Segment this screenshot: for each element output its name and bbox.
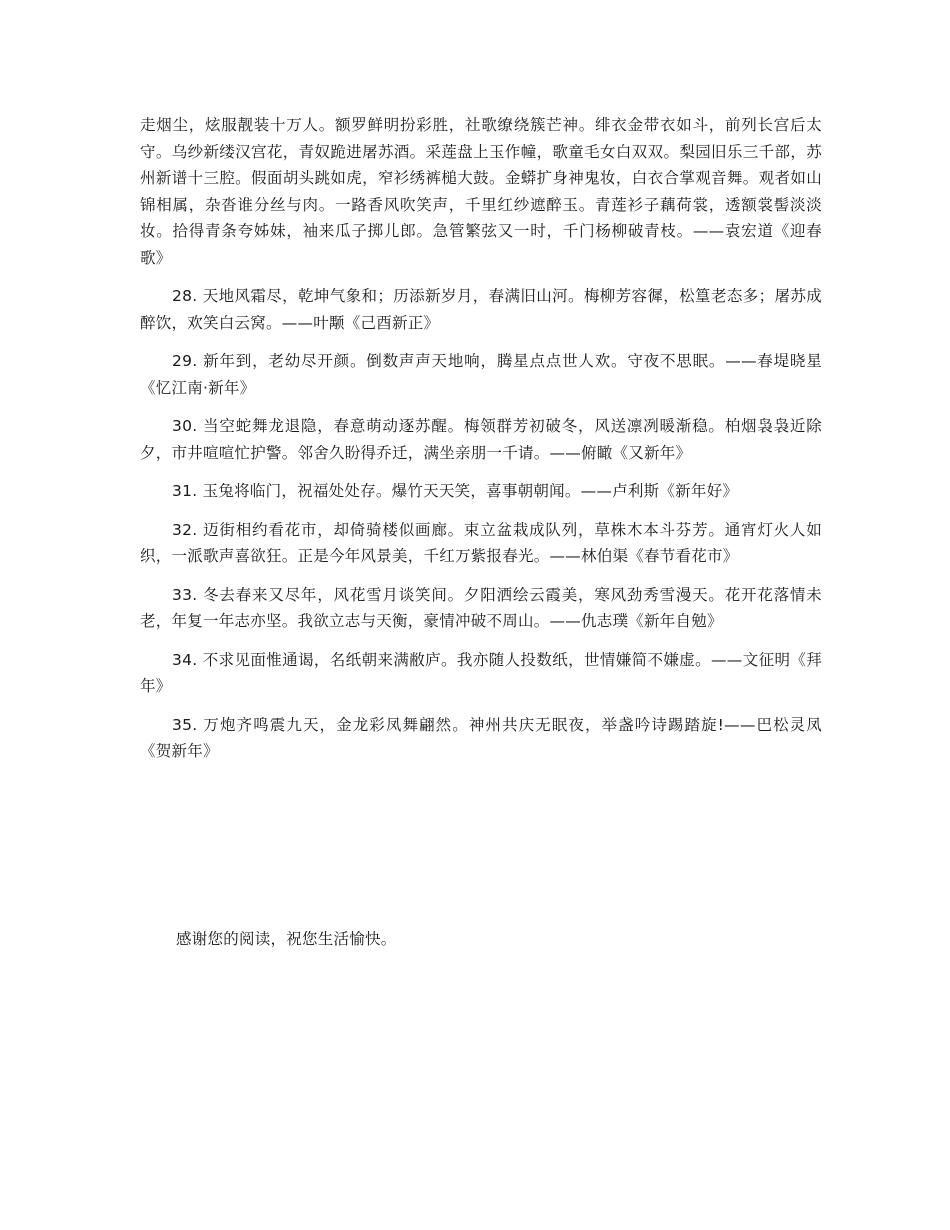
poem-paragraph: 33. 冬去春来又尽年，风花雪月谈笑间。夕阳洒绘云霞美，寒风劲秀雪漫天。花开花落情未老，年复一年志亦坚。我欲立志与天衡，豪情冲破不周山。——仇志璞《新年自勉》 — [140, 585, 822, 630]
poem-paragraph: 走烟尘，炫服靓装十万人。额罗鲜明扮彩胜，社歌缭绕簇芒神。绯衣金带衣如斗，前列长宫后太守。乌纱新缕汉宫花，青奴跪进屠苏酒。采莲盘上玉作幢，歌童毛女白双双。梨园旧乐三千部，苏州新谱十三腔。假面胡头跳如虎，窄衫绣裤槌大鼓。金蟒扩身神鬼妆，白衣合掌观音舞。观者如山锦相属，杂沓谁分丝与肉。一路香风吹笑声，千里红纱遮醉玉。青莲衫子藕荷裳，透额裳髻淡淡妆。拾得青条夸姊妹，袖来瓜子掷儿郎。急管繁弦又一时，千门杨柳破青枝。——袁宏道《迎春歌》 — [140, 116, 822, 267]
poem-paragraph: 34. 不求见面惟通谒，名纸朝来满敝庐。我亦随人投数纸，世情嫌简不嫌虚。——文征明《拜年》 — [140, 650, 822, 695]
poem-paragraph: 30. 当空蛇舞龙退隐，春意萌动逐苏醒。梅领群芳初破冬，风送凛冽暖渐稳。柏烟袅袅近除夕，市井喧喧忙护警。邻舍久盼得乔迁，满坐亲朋一千请。——俯瞰《又新年》 — [140, 417, 822, 462]
document-body — [140, 112, 822, 777]
closing-note: 感谢您的阅读，祝您生活愉快。 — [176, 930, 397, 948]
poem-paragraph: 35. 万炮齐鸣震九天，金龙彩凤舞翩然。神州共庆无眠夜，举盏吟诗踢踏旋!——巴松灵凤《贺新年》 — [140, 715, 822, 760]
poem-paragraph: 29. 新年到，老幼尽开颜。倒数声声天地响，腾星点点世人欢。守夜不思眠。——春堤晓星《忆江南·新年》 — [140, 352, 822, 397]
poem-paragraph: 31. 玉兔将临门，祝福处处存。爆竹天天笑，喜事朝朝闻。——卢利斯《新年好》 — [172, 482, 739, 500]
poem-paragraph: 32. 迈街相约看花市，却倚骑楼似画廊。束立盆栽成队列，草株木本斗芬芳。通宵灯火人如织，一派歌声喜欲狂。正是今年风景美，千红万紫报春光。——林伯渠《春节看花市》 — [140, 520, 822, 565]
poem-paragraph: 28. 天地风霜尽，乾坤气象和；历添新岁月，春满旧山河。梅柳芳容徲，松篁老态多；屠苏成醉饮，欢笑白云窝。——叶颙《己酉新正》 — [140, 287, 822, 332]
